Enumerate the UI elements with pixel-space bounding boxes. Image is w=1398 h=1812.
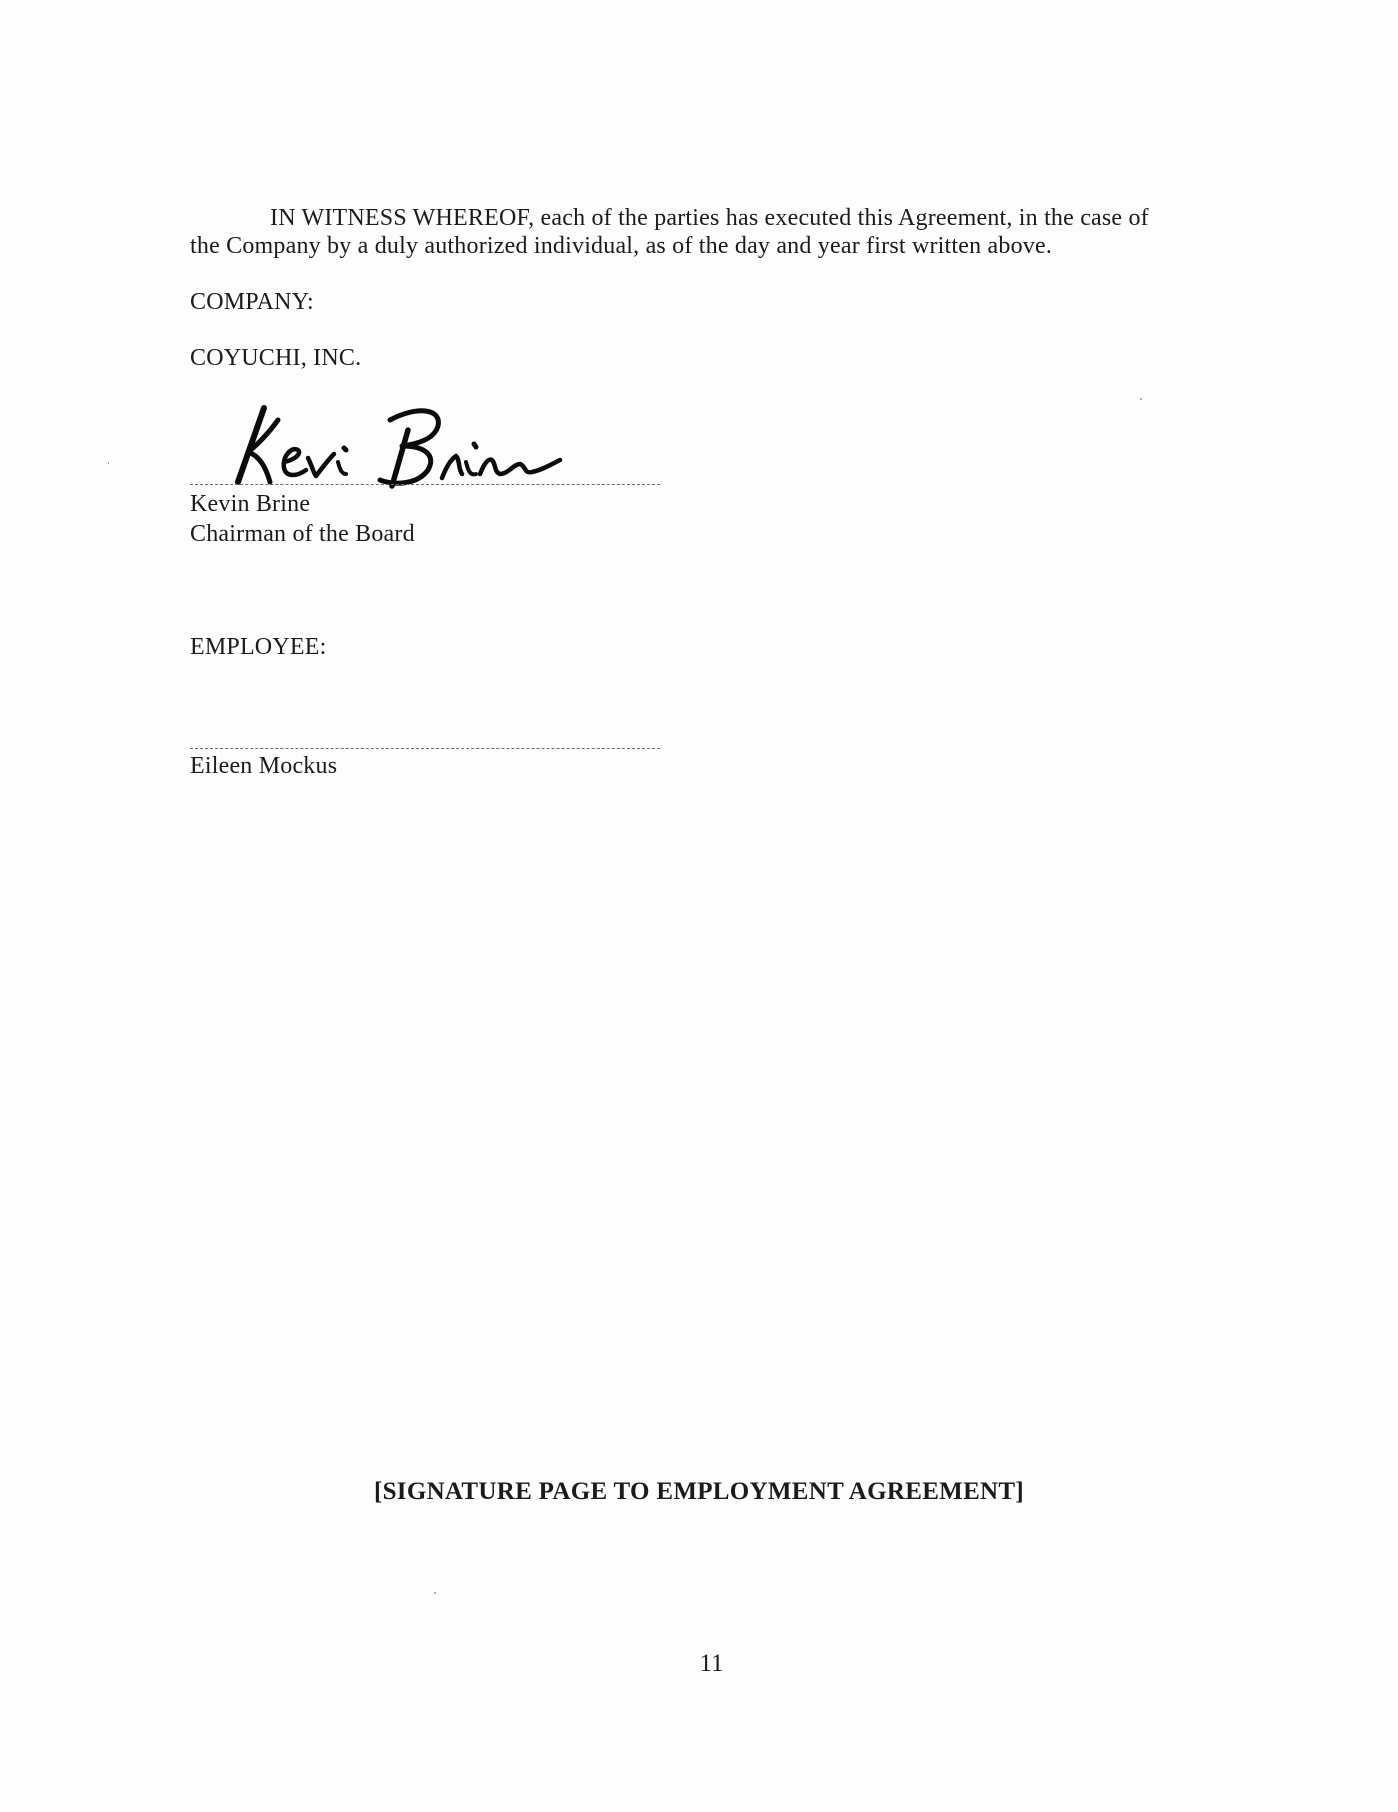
company-signature-line bbox=[190, 484, 660, 485]
employee-signature-line bbox=[190, 748, 660, 749]
employee-label: EMPLOYEE: bbox=[190, 634, 327, 660]
page-number: 11 bbox=[699, 1650, 724, 1677]
witness-paragraph-line-2: the Company by a duly authorized individual, as of the day and year first written above. bbox=[190, 233, 1053, 259]
scan-speck bbox=[434, 1592, 436, 1594]
company-signatory-name: Kevin Brine bbox=[190, 491, 311, 517]
witness-paragraph bbox=[190, 204, 1250, 260]
signature-page-title: [SIGNATURE PAGE TO EMPLOYMENT AGREEMENT] bbox=[373, 1478, 1025, 1505]
company-name: COYUCHI, INC. bbox=[190, 345, 362, 371]
scan-speck bbox=[108, 462, 109, 464]
employee-signatory-name: Eileen Mockus bbox=[190, 753, 338, 779]
scan-speck bbox=[1140, 398, 1142, 400]
company-label: COMPANY: bbox=[190, 289, 314, 315]
company-signatory-title: Chairman of the Board bbox=[190, 521, 415, 547]
witness-paragraph-line-1: IN WITNESS WHEREOF, each of the parties has executed this Agreement, in the case of bbox=[270, 205, 1149, 231]
